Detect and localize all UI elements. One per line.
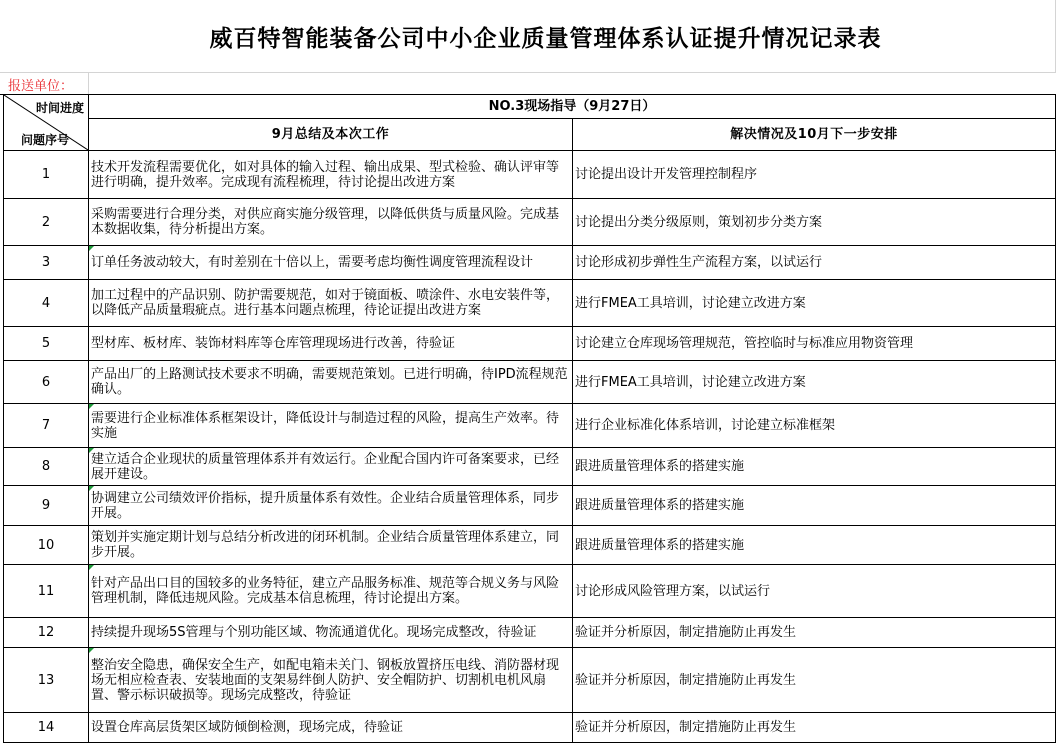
table-row: [4, 327, 1056, 361]
work-cell[interactable]: [89, 648, 573, 713]
comment-marker-icon: [89, 246, 94, 251]
plan-text: 进行企业标准化体系培训，讨论建立标准框架: [575, 418, 836, 433]
issue-number-cell[interactable]: 5: [4, 327, 89, 361]
issue-number-cell[interactable]: 10: [4, 526, 89, 565]
work-text: 持续提升现场5S管理与个别功能区域、物流通道优化。现场完成整改，待验证: [91, 625, 537, 640]
plan-text: 跟进质量管理体系的搭建实施: [575, 537, 745, 553]
issue-number-cell[interactable]: 9: [4, 486, 89, 526]
work-text: 需要进行企业标准体系框架设计，降低设计与制造过程的风险，提高生产效率。待实施: [91, 410, 560, 441]
plan-text: 讨论形成风险管理方案，以试运行: [575, 583, 771, 599]
work-text: 建立适合企业现状的质量管理体系并有效运行。企业配合国内许可备案要求，已经展开建设。: [91, 451, 560, 482]
table-row: [4, 448, 1056, 486]
issue-number-cell[interactable]: 13: [4, 648, 89, 713]
work-text: 加工过程中的产品识别、防护需要规范，如对于镜面板、喷涂件、水电安装件等，以降低产品质量瑕疵点。进行基本问题点梳理，待论证提出改进方案: [91, 288, 560, 318]
work-cell[interactable]: [89, 618, 573, 648]
plan-text: 讨论提出设计开发管理控制程序: [575, 167, 758, 182]
issue-number-cell[interactable]: 12: [4, 618, 89, 648]
gridline: [88, 72, 89, 94]
plan-text: 验证并分析原因，制定措施防止再发生: [575, 625, 797, 640]
table-row: [4, 246, 1056, 280]
table-row: [4, 486, 1056, 526]
issue-number-cell[interactable]: 2: [4, 199, 89, 246]
issue-number-cell[interactable]: 8: [4, 448, 89, 486]
plan-cell[interactable]: [573, 648, 1056, 713]
plan-text: 讨论提出分类分级原则，策划初步分类方案: [575, 214, 823, 230]
corner-header-cell[interactable]: [4, 95, 89, 151]
work-cell[interactable]: [89, 280, 573, 327]
plan-text: 进行FMEA工具培训，讨论建立改进方案: [575, 295, 806, 311]
table-row: [4, 199, 1056, 246]
work-text: 采购需要进行合理分类，对供应商实施分级管理，以降低供货与质量风险。完成基本数据收集，待分析提出方案。: [91, 207, 560, 237]
table-row: [4, 404, 1056, 448]
plan-cell[interactable]: [573, 327, 1056, 361]
corner-label-progress: 时间进度: [35, 101, 84, 115]
plan-cell[interactable]: [573, 151, 1056, 199]
issue-number-cell[interactable]: 1: [4, 151, 89, 199]
plan-cell[interactable]: [573, 199, 1056, 246]
plan-cell[interactable]: [573, 280, 1056, 327]
plan-text: 讨论建立仓库现场管理规范，管控临时与标准应用物资管理: [575, 336, 914, 351]
work-cell[interactable]: [89, 526, 573, 565]
comment-marker-icon: [89, 448, 94, 453]
issue-number-cell[interactable]: 11: [4, 565, 89, 618]
plan-cell[interactable]: [573, 246, 1056, 280]
work-text: 策划并实施定期计划与总结分析改进的闭环机制。企业结合质量管理体系建立，同步开展。: [91, 530, 560, 560]
work-cell[interactable]: [89, 246, 573, 280]
work-text: 型材库、板材库、装饰材料库等仓库管理现场进行改善，待验证: [91, 336, 456, 351]
plan-cell[interactable]: [573, 361, 1056, 404]
plan-cell[interactable]: [573, 618, 1056, 648]
table-row: [4, 648, 1056, 713]
table-row: [4, 280, 1056, 327]
report-unit-label[interactable]: 报送单位：: [8, 79, 74, 94]
table-row: [4, 618, 1056, 648]
record-table: [3, 94, 1056, 743]
title-cell[interactable]: [0, 0, 1056, 73]
work-text: 产品出厂的上路测试技术要求不明确，需要规范策划。已进行明确，待IPD流程规范确认。: [91, 367, 568, 397]
plan-text: 讨论形成初步弹性生产流程方案，以试运行: [575, 255, 823, 270]
plan-cell[interactable]: [573, 565, 1056, 618]
issue-number-cell[interactable]: 6: [4, 361, 89, 404]
plan-text: 进行FMEA工具培训，讨论建立改进方案: [575, 374, 806, 390]
work-cell[interactable]: [89, 565, 573, 618]
work-text: 设置仓库高层货架区域防倾倒检测，现场完成，待验证: [91, 720, 404, 735]
table-row: [4, 361, 1056, 404]
plan-cell[interactable]: [573, 448, 1056, 486]
issue-number-cell[interactable]: 7: [4, 404, 89, 448]
work-cell[interactable]: [89, 361, 573, 404]
work-text: 技术开发流程需要优化，如对具体的输入过程、输出成果、型式检验、确认评审等进行明确，提升效率。完成现有流程梳理，待讨论提出改进方案: [91, 159, 560, 190]
work-cell[interactable]: [89, 199, 573, 246]
work-text: 订单任务波动较大，有时差别在十倍以上，需要考虑均衡性调度管理流程设计: [91, 255, 534, 270]
header-work[interactable]: 9月总结及本次工作: [89, 119, 573, 151]
issue-number-cell[interactable]: 14: [4, 713, 89, 743]
issue-number-cell[interactable]: 3: [4, 246, 89, 280]
header-plan[interactable]: 解决情况及10月下一步安排: [573, 119, 1056, 151]
plan-cell[interactable]: [573, 404, 1056, 448]
table-row: [4, 151, 1056, 199]
work-cell[interactable]: [89, 448, 573, 486]
page-title: 威百特智能装备公司中小企业质量管理体系认证提升情况记录表: [209, 25, 882, 52]
comment-marker-icon: [89, 486, 94, 491]
work-cell[interactable]: [89, 151, 573, 199]
comment-marker-icon: [89, 648, 94, 653]
header-main[interactable]: NO.3现场指导（9月27日）: [89, 95, 1056, 119]
table-row: [4, 526, 1056, 565]
work-cell[interactable]: [89, 713, 573, 743]
work-text: 整治安全隐患，确保安全生产，如配电箱未关门、钢板放置挤压电线、消防器材现场无相应检查表、安装地面的支架易绊倒人防护、安全帽防护、切割机电机风扇置、警示标识破损等。现场完成整改，待验证: [91, 657, 560, 703]
plan-cell[interactable]: [573, 486, 1056, 526]
work-text: 协调建立公司绩效评价指标，提升质量体系有效性。企业结合质量管理体系，同步开展。: [91, 490, 560, 521]
comment-marker-icon: [89, 404, 94, 409]
work-cell[interactable]: [89, 327, 573, 361]
comment-marker-icon: [89, 565, 94, 570]
plan-cell[interactable]: [573, 713, 1056, 743]
plan-text: 验证并分析原因，制定措施防止再发生: [575, 720, 797, 735]
work-cell[interactable]: [89, 404, 573, 448]
plan-cell[interactable]: [573, 526, 1056, 565]
report-unit-row: [0, 72, 1055, 95]
corner-label-issue-no: 问题序号: [21, 133, 70, 147]
plan-text: 验证并分析原因，制定措施防止再发生: [575, 672, 797, 688]
table-row: [4, 565, 1056, 618]
issue-number-cell[interactable]: 4: [4, 280, 89, 327]
work-text: 针对产品出口目的国较多的业务特征，建立产品服务标准、规范等合规义务与风险管理机制，降低违规风险。完成基本信息梳理，待讨论提出方案。: [91, 576, 560, 606]
work-cell[interactable]: [89, 486, 573, 526]
plan-text: 跟进质量管理体系的搭建实施: [575, 459, 745, 474]
plan-text: 跟进质量管理体系的搭建实施: [575, 498, 745, 513]
table-row: [4, 713, 1056, 743]
